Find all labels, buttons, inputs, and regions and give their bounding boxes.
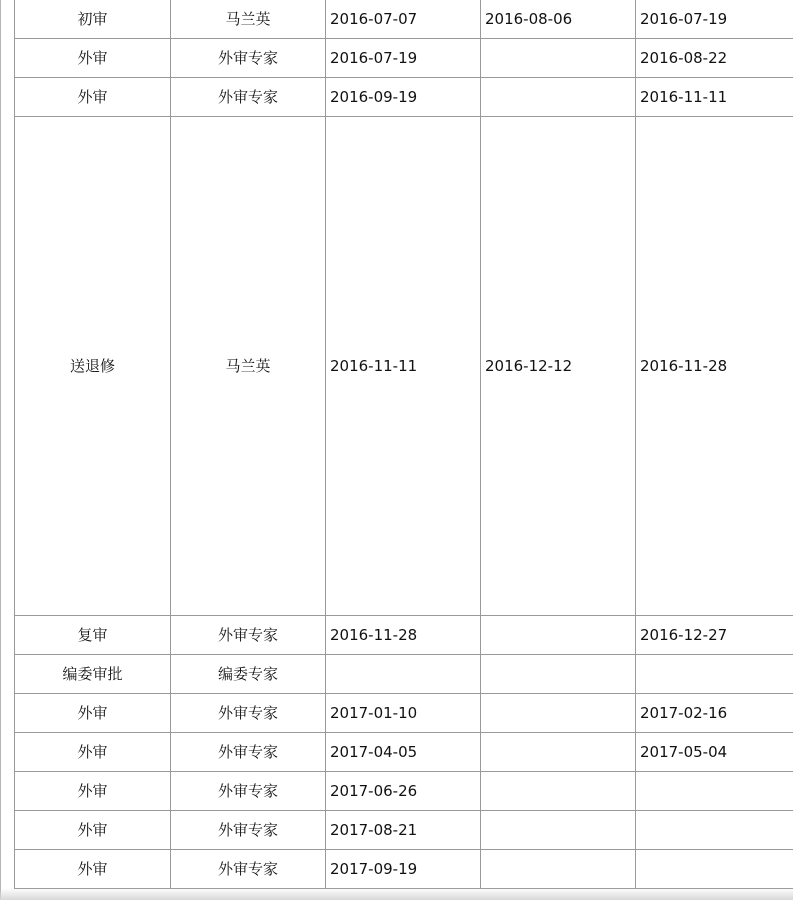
bottom-edge-shadow — [0, 888, 793, 900]
end-date-cell: 2016-08-22 — [636, 39, 793, 78]
table-row — [15, 772, 793, 811]
deadline-cell — [481, 811, 636, 850]
table-row — [15, 850, 793, 889]
stage-cell: 外审 — [15, 694, 171, 733]
stage-cell: 外审 — [15, 772, 171, 811]
end-date-cell: 2016-12-27 — [636, 616, 793, 655]
deadline-cell: 2016-08-06 — [481, 0, 636, 39]
review-history-body — [15, 0, 793, 889]
deadline-cell — [481, 39, 636, 78]
stage-cell: 外审 — [15, 850, 171, 889]
table-row — [15, 0, 793, 39]
deadline-cell — [481, 78, 636, 117]
person-cell: 外审专家 — [171, 78, 326, 117]
person-cell: 编委专家 — [171, 655, 326, 694]
stage-cell: 外审 — [15, 733, 171, 772]
deadline-cell: 2016-12-12 — [481, 117, 636, 616]
person-cell: 外审专家 — [171, 850, 326, 889]
end-date-cell — [636, 850, 793, 889]
person-cell: 外审专家 — [171, 39, 326, 78]
person-cell: 外审专家 — [171, 733, 326, 772]
deadline-cell — [481, 772, 636, 811]
table-row — [15, 655, 793, 694]
deadline-cell — [481, 616, 636, 655]
end-date-cell: 2016-11-11 — [636, 78, 793, 117]
end-date-cell: 2017-05-04 — [636, 733, 793, 772]
start-date-cell: 2016-07-07 — [326, 0, 481, 39]
person-cell: 马兰英 — [171, 117, 326, 616]
start-date-cell: 2016-09-19 — [326, 78, 481, 117]
end-date-cell: 2017-02-16 — [636, 694, 793, 733]
table-row — [15, 694, 793, 733]
stage-cell: 初审 — [15, 0, 171, 39]
start-date-cell: 2017-01-10 — [326, 694, 481, 733]
start-date-cell: 2016-11-28 — [326, 616, 481, 655]
table-row — [15, 733, 793, 772]
person-cell: 马兰英 — [171, 0, 326, 39]
stage-cell: 复审 — [15, 616, 171, 655]
deadline-cell — [481, 655, 636, 694]
table-row — [15, 117, 793, 616]
table-row — [15, 616, 793, 655]
stage-cell: 外审 — [15, 78, 171, 117]
stage-cell: 送退修 — [15, 117, 171, 616]
deadline-cell — [481, 733, 636, 772]
person-cell: 外审专家 — [171, 811, 326, 850]
person-cell: 外审专家 — [171, 616, 326, 655]
start-date-cell: 2016-11-11 — [326, 117, 481, 616]
table-row — [15, 39, 793, 78]
start-date-cell: 2017-06-26 — [326, 772, 481, 811]
stage-cell: 编委审批 — [15, 655, 171, 694]
stage-cell: 外审 — [15, 811, 171, 850]
start-date-cell: 2017-04-05 — [326, 733, 481, 772]
start-date-cell: 2016-07-19 — [326, 39, 481, 78]
table-row — [15, 811, 793, 850]
person-cell: 外审专家 — [171, 694, 326, 733]
end-date-cell: 2016-07-19 — [636, 0, 793, 39]
review-history-table — [14, 0, 793, 889]
start-date-cell — [326, 655, 481, 694]
end-date-cell: 2016-11-28 — [636, 117, 793, 616]
stage-cell: 外审 — [15, 39, 171, 78]
table-row — [15, 78, 793, 117]
end-date-cell — [636, 655, 793, 694]
end-date-cell — [636, 772, 793, 811]
left-border-rule — [0, 0, 1, 900]
start-date-cell: 2017-09-19 — [326, 850, 481, 889]
person-cell: 外审专家 — [171, 772, 326, 811]
deadline-cell — [481, 694, 636, 733]
start-date-cell: 2017-08-21 — [326, 811, 481, 850]
end-date-cell — [636, 811, 793, 850]
deadline-cell — [481, 850, 636, 889]
